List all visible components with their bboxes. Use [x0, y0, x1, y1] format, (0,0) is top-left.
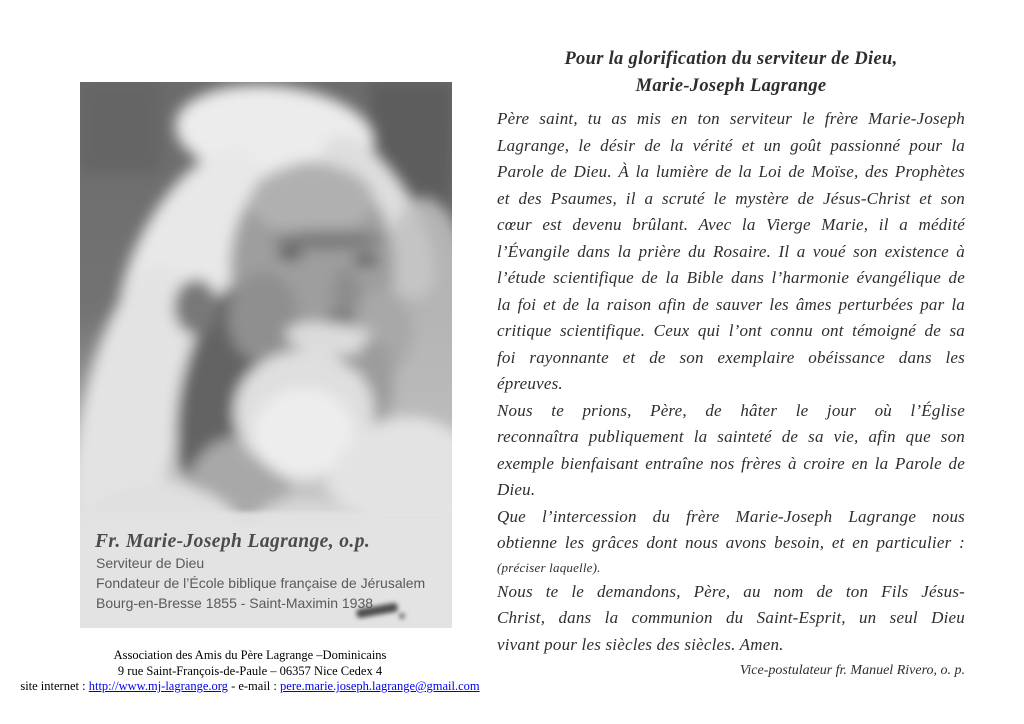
- footer-association-line: Association des Amis du Père Lagrange –Dominicains: [113, 648, 387, 662]
- prayer-line: vivant pour les siècles des siècles. Amen.: [497, 634, 784, 654]
- prayer-line: Nous te le demandons, Père, au nom de ton Fils Jésus-: [497, 581, 965, 601]
- prayer-line: et des Psaumes, il a scruté le mystère de Jésus-Christ et son: [497, 188, 965, 208]
- website-link[interactable]: http://www.mj-lagrange.org: [88, 679, 228, 693]
- prayer-line: exemple bienfaisant entraîne nos frères à croire en la Parole de: [497, 453, 965, 473]
- portrait-illustration: [80, 82, 452, 628]
- prayer-line: Nous te prions, Père, de hâter le jour où l’Église: [497, 400, 965, 420]
- caption-line4: Bourg-en-Bresse 1855 - Saint-Maximin 1938: [96, 595, 374, 611]
- caption-line3: Fondateur de l’École biblique française de Jérusalem: [96, 575, 426, 591]
- caption-line2: Serviteur de Dieu: [96, 555, 205, 571]
- association-footer: [0, 648, 500, 695]
- footer-address-line: 9 rue Saint-François-de-Paule – 06357 Nice Cedex 4: [117, 663, 383, 678]
- prayer-text-column: [497, 46, 965, 680]
- prayer-line: Père saint, tu as mis en ton serviteur le frère Marie-Joseph: [497, 109, 965, 128]
- prayer-line: Parole de Dieu. À la lumière de la Loi de Moïse, des Prophètes: [497, 162, 965, 181]
- prayer-line: Que l’intercession du frère Marie-Joseph Lagrange nous: [497, 506, 965, 526]
- footer-website-label: site internet :: [20, 679, 89, 693]
- prayer-title-line1: Pour la glorification du serviteur de Dieu,: [564, 49, 898, 69]
- prayer-body: [497, 106, 965, 658]
- footer-contact-line: [0, 679, 500, 695]
- portrait-photo: [80, 82, 452, 628]
- prayer-line: Christ, dans la communion du Saint-Esprit, un seul Dieu: [497, 608, 965, 627]
- vice-postulator-signature: Vice-postulateur fr. Manuel Rivero, o. p.: [739, 663, 965, 678]
- prayer-line: Dieu.: [497, 480, 536, 499]
- prayer-line: l’Évangile dans la prière du Rosaire. Il a voué son existence à: [497, 241, 965, 261]
- prayer-line: critique scientifique. Ceux qui l’ont connu ont témoigné de sa: [497, 321, 965, 340]
- caption-name: Fr. Marie-Joseph Lagrange, o.p.: [95, 531, 371, 552]
- prayer-title-line2: Marie-Joseph Lagrange: [635, 76, 827, 96]
- prayer-line: obtienne les grâces dont nous avons besoin, et en particulier :: [497, 533, 965, 552]
- prayer-line: l’étude scientifique de la Bible dans l’harmonie évangélique de: [497, 268, 965, 287]
- email-link[interactable]: pere.marie.joseph.lagrange@gmail.com: [280, 679, 480, 693]
- prayer-line: la foi et de la raison afin de sauver les âmes perturbées par la: [497, 294, 965, 314]
- prayer-line: Lagrange, le désir de la vérité et un goût passionné pour la: [497, 135, 965, 155]
- footer-email-label: - e-mail :: [227, 679, 281, 693]
- prayer-line: foi rayonnante et de son exemplaire obéissance dans les: [497, 347, 965, 367]
- prayer-line: (préciser laquelle).: [497, 559, 601, 575]
- prayer-line: reconnaîtra publiquement la sainteté de sa vie, afin que son: [497, 427, 965, 446]
- prayer-line: épreuves.: [497, 374, 563, 393]
- prayer-line: cœur est devenu brûlant. Avec la Vierge Marie, il a médité: [497, 215, 965, 234]
